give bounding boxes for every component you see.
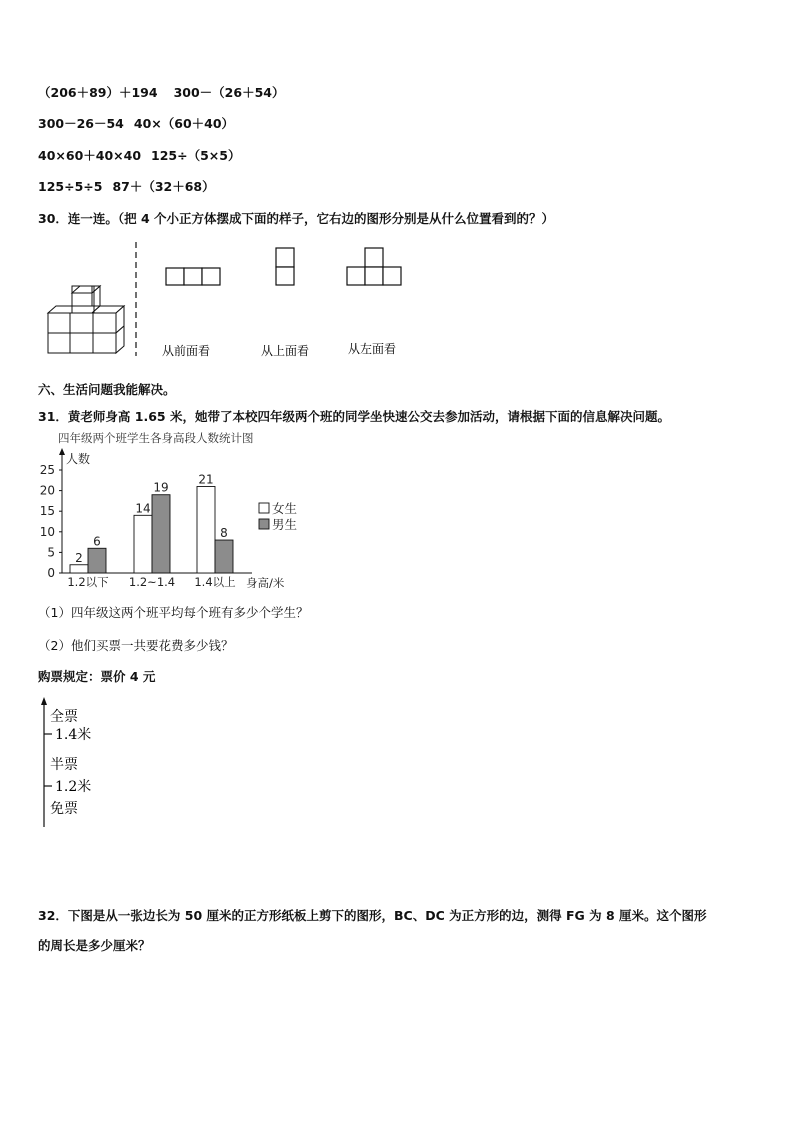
ticket-rule: 购票规定：票价 4 元: [38, 669, 156, 684]
data-label: 8: [220, 526, 228, 541]
expression: 125÷（5×5）: [151, 148, 241, 163]
cube-stack-drawing: [48, 286, 124, 353]
expression: 125÷5÷5: [38, 179, 103, 194]
question-31-sub-1: （1）四年级这两个班平均每个班有多少个学生？: [38, 605, 309, 620]
front-view-shape: [166, 268, 220, 285]
view-label: 从左面看: [348, 342, 397, 356]
y-axis-arrow: [59, 448, 65, 455]
bar: [197, 486, 215, 573]
expression-row: [38, 114, 234, 132]
section-title: 六、生活问题我能解决。: [38, 382, 176, 397]
bar: [215, 540, 233, 573]
expression: （206＋89）＋194: [38, 85, 158, 100]
view-label: 从上面看: [261, 344, 310, 358]
expression: 87＋（32＋68）: [112, 179, 215, 194]
legend-label: 女生: [272, 501, 298, 516]
chart-title: 四年级两个班学生各身高段人数统计图: [58, 431, 254, 445]
x-axis-label: 身高/米: [246, 576, 285, 588]
x-tick-label: 1.2以下: [67, 575, 109, 588]
left-view-shape: [347, 248, 401, 285]
question-31: 31．黄老师身高 1.65 米，她带了本校四年级两个班的同学坐快速公交去参加活动，请根据下面的信息解决问题。: [38, 409, 670, 424]
bar: [70, 565, 88, 573]
expression-row: [38, 146, 240, 164]
y-tick-label: 25: [39, 463, 55, 477]
question-31-sub-2: （2）他们买票一共要花费多少钱？: [38, 638, 234, 653]
legend-swatch: [259, 503, 269, 513]
height-bar-chart: [30, 428, 320, 588]
free-ticket-label: 免票: [50, 801, 78, 817]
data-label: 6: [93, 534, 101, 549]
half-ticket-label: 半票: [50, 757, 78, 773]
question-32-line-1: 32．下图是从一张边长为 50 厘米的正方形纸板上剪下的图形，BC、DC 为正方形的边，测得 FG 为 8 厘米。这个图形: [38, 908, 707, 923]
full-ticket-label: 全票: [50, 709, 78, 725]
scale-arrow: [41, 697, 47, 705]
bar: [152, 495, 170, 573]
legend-label: 男生: [272, 517, 298, 532]
expression: 40×60＋40×40: [38, 148, 142, 163]
bar: [88, 548, 106, 573]
expression: 300－（26＋54）: [173, 85, 285, 100]
height-1-4-label: 1.4米: [55, 727, 92, 743]
y-tick-label: 0: [47, 566, 55, 580]
top-view-shape: [276, 248, 294, 285]
data-label: 21: [198, 472, 214, 487]
y-tick-label: 15: [39, 504, 55, 519]
question-32-line-2: 的周长是多少厘米？: [38, 938, 151, 953]
y-tick-label: 5: [47, 545, 55, 560]
data-label: 19: [153, 480, 169, 495]
expression: 300－26－54: [38, 116, 124, 131]
view-label: 从前面看: [162, 344, 211, 358]
legend-swatch: [259, 519, 269, 529]
cube-views-figure: [40, 238, 440, 368]
question-30: 30．连一连。（把 4 个小正方体摆成下面的样子，它右边的图形分别是从什么位置看到的？）: [38, 211, 555, 226]
data-label: 2: [75, 550, 83, 565]
x-tick-label: 1.2~1.4: [128, 575, 176, 588]
expression: 40×（60＋40）: [133, 116, 235, 131]
height-1-2-label: 1.2米: [55, 779, 92, 795]
x-tick-label: 1.4以上: [194, 575, 236, 588]
y-tick-label: 20: [39, 483, 55, 498]
bar: [134, 515, 152, 573]
expression-row: [38, 177, 215, 195]
y-axis-label: 人数: [66, 452, 91, 466]
data-label: 14: [135, 501, 151, 516]
expression-row: [38, 83, 284, 101]
ticket-height-scale: [36, 697, 156, 832]
y-tick-label: 10: [39, 524, 55, 539]
